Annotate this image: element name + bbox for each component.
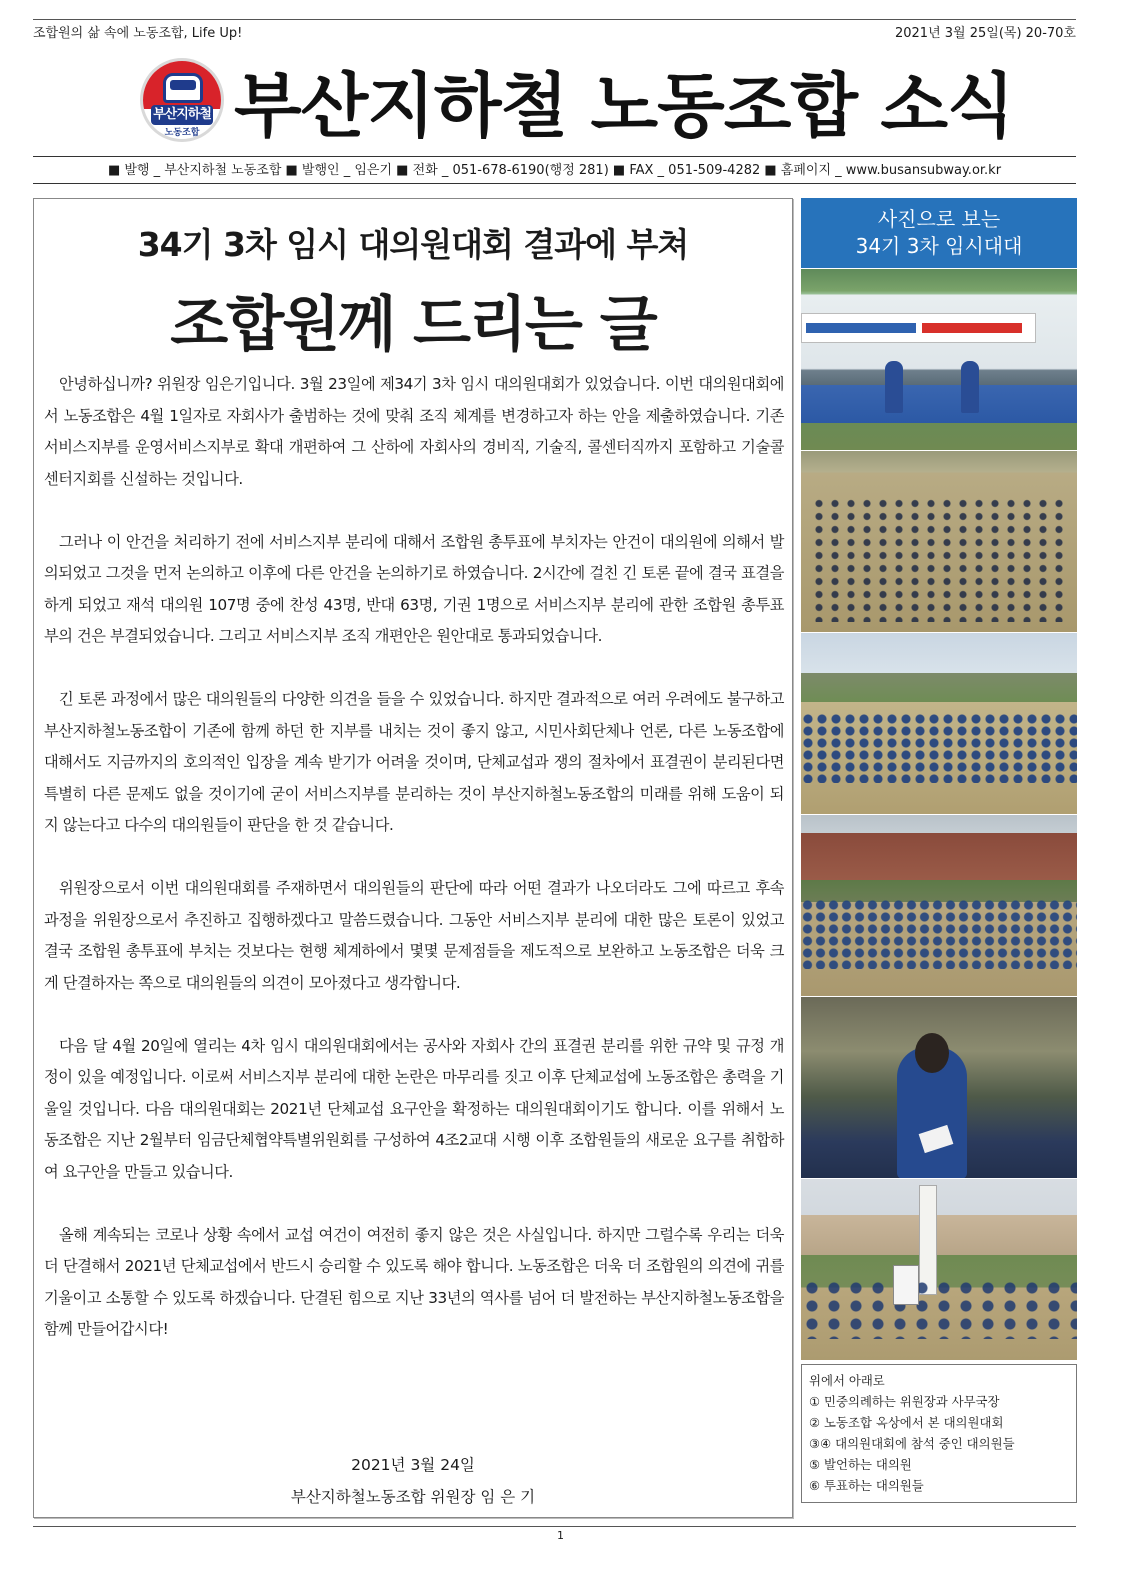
caption-item: ② 노동조합 옥상에서 본 대의원대회: [809, 1415, 1004, 1430]
caption-item: ⑥ 투표하는 대의원들: [809, 1478, 924, 1493]
sidebar-heading-line2: 34기 3차 임시대대: [855, 234, 1023, 258]
photo-ceremony: [801, 268, 1077, 450]
bottom-rule: [33, 1526, 1076, 1527]
page-number: 1: [557, 1529, 564, 1542]
article-paragraph: 올해 계속되는 코로나 상황 속에서 교섭 여건이 여전히 좋지 않은 것은 사실입니다. 하지만 그럴수록 우리는 더욱더 단결해서 2021년 단체교섭에서 반드시 승리할 수 있도록 해야 합니다. 노동조합은 더욱 더 조합원의 의견에 귀를 기울이고 소통할 수 있도록 하겠습니다. 단결된 힘으로 지난 33년의 역사를 넘어 더 발전하는 부산지하철노동조합을 함께 만들어갑시다!: [44, 1225, 784, 1338]
photo-speaker: [801, 996, 1077, 1178]
main-article: [33, 198, 793, 1518]
newsletter-title: 부산지하철 노동조합 소식: [234, 64, 1014, 147]
photo-delegates-2: [801, 814, 1077, 996]
photo-rooftop-view: [801, 450, 1077, 632]
top-rule: [33, 19, 1076, 20]
article-body: [44, 369, 784, 1377]
sidebar-heading: [801, 198, 1077, 268]
signature-date: 2021년 3월 24일: [351, 1456, 475, 1474]
logo-subtext: 노동조합: [164, 128, 200, 138]
article-subheadline: 조합원께 드리는 글: [170, 290, 656, 360]
article-paragraph: 다음 달 4월 20일에 열리는 4차 임시 대의원대회에서는 공사와 자회사 간의 표결권 분리를 위한 규약 및 규정 개정이 있을 예정입니다. 이로써 서비스지부 분리에 대한 논란은 마무리를 짓고 이후 단체교섭에 노동조합은 총력을 기울일 것입니다. 다음 대의원대회는 2021년 단체교섭 요구안을 확정하는 대의원대회이기도 합니다. 이를 위해서 노동조합은 지난 2월부터 임금단체협약특별위원회를 구성하여 4조2교대 시행 이후 조합원들의 새로운 요구를 취합하여 요구안을 만들고 있습니다.: [44, 1036, 784, 1181]
issue-date: 2021년 3월 25일(목) 20-70호: [894, 26, 1076, 41]
photo-sidebar: [801, 198, 1077, 1503]
photo-voting: [801, 1178, 1077, 1360]
caption-title: 위에서 아래로: [809, 1373, 885, 1388]
signature-name: 부산지하철노동조합 위원장 임 은 기: [290, 1488, 536, 1506]
caption-item: ③④ 대의원대회에 참석 중인 대의원들: [809, 1436, 1015, 1451]
article-paragraph: 안녕하십니까? 위원장 임은기입니다. 3월 23일에 제34기 3차 임시 대의원대회가 있었습니다. 이번 대의원대회에서 노동조합은 4월 1일자로 자회사가 출범하는 것에 맞춰 조직 체계를 변경하고자 하는 안을 제출하였습니다. 기존 서비스지부를 운영서비스지부로 확대 개편하여 그 산하에 자회사의 경비직, 기술직, 콜센터직까지 포함하고 기술콜센터지회를 신설하는 것입니다.: [44, 375, 784, 488]
sidebar-heading-line1: 사진으로 보는: [877, 207, 1001, 231]
photo-caption-box: [801, 1364, 1077, 1503]
article-paragraph: 긴 토론 과정에서 많은 대의원들의 다양한 의견을 들을 수 있었습니다. 하지만 결과적으로 여러 우려에도 불구하고 부산지하철노동조합이 기존에 함께 하던 한 지부를 내치는 것이 좋지 않고, 시민사회단체나 언론, 다른 노동조합에 대해서도 지금까지의 호의적인 입장을 계속 받기가 어려울 것이며, 단체교섭과 쟁의 절차에서 표결권이 분리된다면 특별히 다른 문제도 없을 것이기에 굳이 서비스지부를 분리하는 것이 부산지하철노동조합의 미래를 위해 도움이 되지 않는다고 다수의 대의원들이 판단을 한 것 같습니다.: [44, 690, 784, 834]
caption-item: ⑤ 발언하는 대의원: [809, 1457, 912, 1472]
masthead: [140, 58, 1014, 147]
photo-delegates-1: [801, 632, 1077, 814]
union-logo-icon: [140, 58, 224, 142]
slogan: 조합원의 삶 속에 노동조합, Life Up!: [33, 26, 243, 41]
caption-item: ① 민중의례하는 위원장과 사무국장: [809, 1394, 1000, 1409]
article-paragraph: 그러나 이 안건을 처리하기 전에 서비스지부 분리에 대해서 조합원 총투표에 부치자는 안건이 대의원에 의해서 발의되었고 그것을 먼저 논의하고 이후에 다른 안건을 논의하기로 하였습니다. 2시간에 걸친 긴 토론 끝에 결국 표결을 하게 되었고 재석 대의원 107명 중에 찬성 43명, 반대 63명, 기권 1명으로 서비스지부 분리에 관한 조합원 총투표 부의 건은 부결되었습니다. 그리고 서비스지부 조직 개편안은 원안대로 통과되었습니다.: [44, 532, 784, 645]
article-headline: 34기 3차 임시 대의원대회 결과에 부쳐: [137, 225, 689, 264]
publisher-info: ■ 발행 _ 부산지하철 노동조합 ■ 발행인 _ 임은기 ■ 전화 _ 051-678-6190(행정 281) ■ FAX _ 051-509-4282 ■ 홈페이지 _ www.busansubway.or.kr: [33, 156, 1076, 184]
article-paragraph: 위원장으로서 이번 대의원대회를 주재하면서 대의원들의 판단에 따라 어떤 결과가 나오더라도 그에 따르고 후속 과정을 위원장으로서 추진하고 집행하겠다고 말씀드렸습니다. 그동안 서비스지부 분리에 대한 많은 토론이 있었고 결국 조합원 총투표에 부치는 것보다는 현행 체계하에서 몇몇 문제점들을 제도적으로 보완하고 노동조합은 더욱 크게 단결하자는 쪽으로 대의원들의 의견이 모아졌다고 생각합니다.: [44, 879, 784, 992]
logo-text: 부산지하철: [151, 105, 213, 125]
